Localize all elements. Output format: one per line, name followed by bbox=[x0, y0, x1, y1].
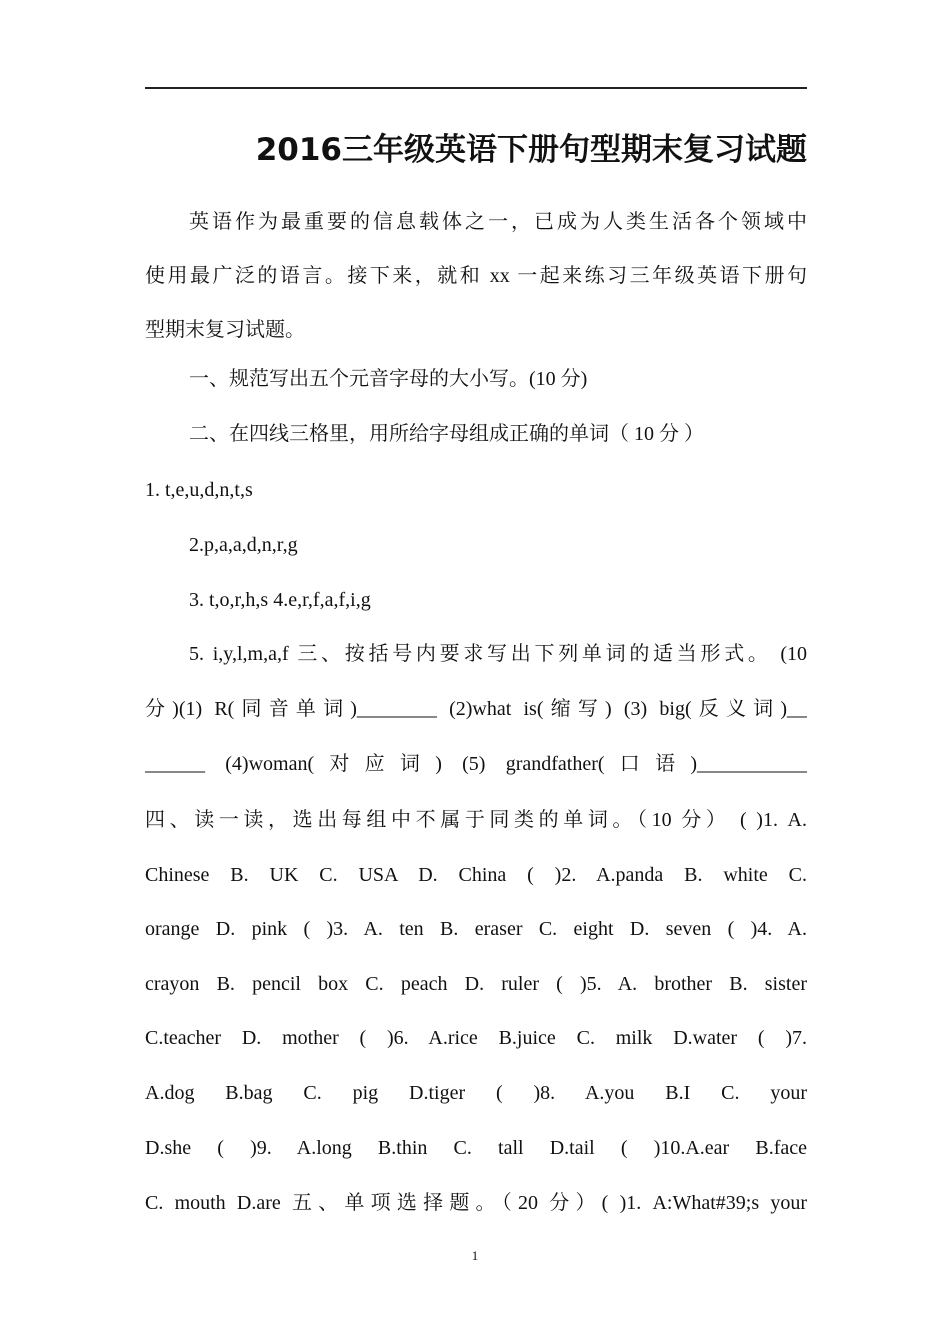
question-line: orange D. pink ( )3. A. ten B. eraser C. eight D. seven ( )4. A. bbox=[145, 918, 807, 940]
intro-line-1: 英语作为最重要的信息载体之一，已成为人类生活各个领域中 bbox=[189, 211, 807, 233]
question-line: 5. i,y,l,m,a,f 三、按括号内要求写出下列单词的适当形式。 (10 bbox=[189, 643, 807, 665]
intro-line-3: 型期末复习试题。 bbox=[145, 319, 305, 341]
intro-line-2: 使用最广泛的语言。接下来，就和 xx 一起来练习三年级英语下册句 bbox=[145, 265, 807, 287]
question-line: 分)(1) R(同音单词)________ (2)what is(缩写) (3) big(反义词)__ bbox=[145, 698, 807, 720]
question-line: crayon B. pencil box C. peach D. ruler ( )5. A. brother B. sister bbox=[145, 973, 807, 995]
question-line: 2.p,a,a,d,n,r,g bbox=[189, 534, 298, 556]
question-line: C. mouth D.are 五、单项选择题。（20 分）( )1. A:What#39;s your bbox=[145, 1192, 807, 1214]
section-1-heading: 一、规范写出五个元音字母的大小写。(10 分) bbox=[189, 368, 588, 390]
question-line: ______ (4)woman(对应词) (5) grandfather(口语)___________ bbox=[145, 753, 807, 775]
question-line: 1. t,e,u,d,n,t,s bbox=[145, 479, 253, 501]
question-line: D.she ( )9. A.long B.thin C. tall D.tail ( )10.A.ear B.face bbox=[145, 1137, 807, 1159]
question-line: Chinese B. UK C. USA D. China ( )2. A.panda B. white C. bbox=[145, 864, 807, 886]
document-title: 2016三年级英语下册句型期末复习试题 bbox=[255, 132, 807, 168]
question-line: C.teacher D. mother ( )6. A.rice B.juice C. milk D.water ( )7. bbox=[145, 1027, 807, 1049]
section-4-heading: 四、读一读，选出每组中不属于同类的单词。（10 分） ( )1. A. bbox=[145, 809, 807, 831]
section-2-heading: 二、在四线三格里，用所给字母组成正确的单词（ 10 分 ） bbox=[189, 423, 704, 445]
header-rule bbox=[145, 87, 807, 89]
question-line: 3. t,o,r,h,s 4.e,r,f,a,f,i,g bbox=[189, 589, 371, 611]
page-number: 1 bbox=[471, 1248, 479, 1263]
question-line: A.dog B.bag C. pig D.tiger ( )8. A.you B.I C. your bbox=[145, 1082, 807, 1104]
